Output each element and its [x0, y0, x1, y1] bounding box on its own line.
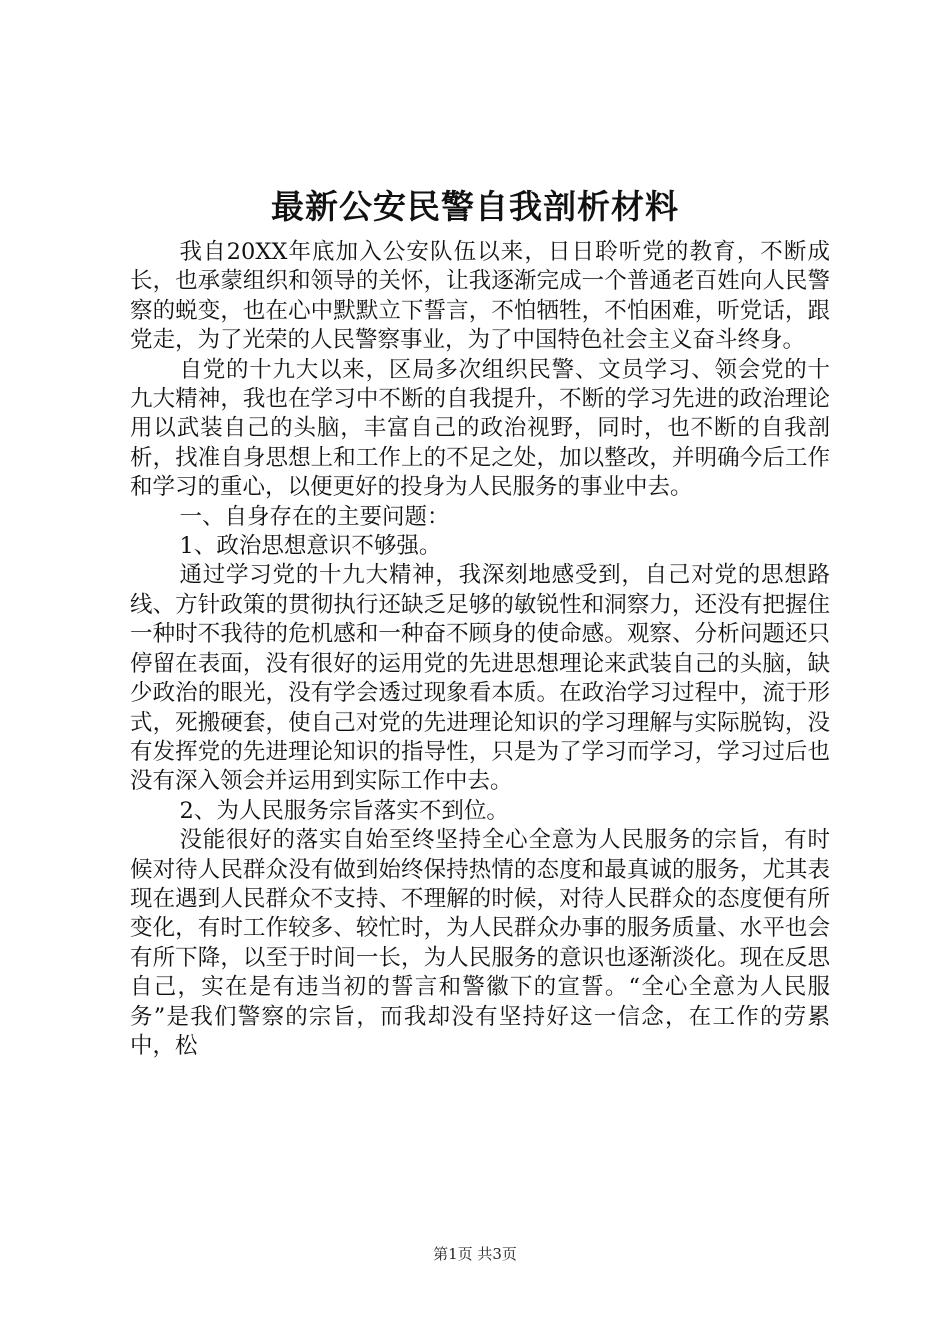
- subheading-service-purpose: 2、为人民服务宗旨落实不到位。: [179, 797, 509, 824]
- subheading-political-awareness: 1、政治思想意识不够强。: [179, 533, 442, 560]
- paragraph-political-awareness: 通过学习党的十九大精神，我深刻地感受到，自己对党的思想路线、方针政策的贯彻执行还缺乏足够的敏锐性和洞察力，还没有把握住一种时不我待的危机感和一种奋不顾身的使命感。观察、分析问题还只停留在表面，没有很好的运用党的先进思想理论来武装自己的头脑，缺少政治的眼光，没有学会透过现象看本质。在政治学习过程中，流于形式，死搬硬套，使自己对党的先进理论知识的学习理解与实际脱钩，没有发挥党的先进理论知识的指导性，只是为了学习而学习，学习过后也没有深入领会并运用到实际工作中去。: [130, 562, 830, 795]
- paragraph-service-purpose: 没能很好的落实自始至终坚持全心全意为人民服务的宗旨，有时候对待人民群众没有做到始终保持热情的态度和最真诚的服务，尤其表现在遇到人民群众不支持、不理解的时候，对待人民群众的态度便有所变化，有时工作较多、较忙时，为人民群众办事的服务质量、水平也会有所下降，以至于时间一长，为人民服务的意识也逐渐淡化。现在反思自己，实在是有违当初的誓言和警徽下的宣誓。“全心全意为人民服务”是我们警察的宗旨，而我却没有坚持好这一信念，在工作的劳累中，松: [130, 827, 830, 1059]
- document-body: [130, 238, 830, 1061]
- page-footer: 第1页 共3页: [433, 1245, 517, 1263]
- document-title: 最新公安民警自我剖析材料: [271, 187, 679, 226]
- paragraph-intro: 我自20XX年底加入公安队伍以来，日日聆听党的教育，不断成长，也承蒙组织和领导的关怀，让我逐渐完成一个普通老百姓向人民警察的蜕变，也在心中默默立下誓言，不怕牺牲，不怕困难，听党话，跟党走，为了光荣的人民警察事业，为了中国特色社会主义奋斗终身。: [130, 239, 830, 354]
- section-heading-problems: 一、自身存在的主要问题：: [179, 503, 450, 530]
- paragraph-study: 自党的十九大以来，区局多次组织民警、文员学习、领会党的十九大精神，我也在学习中不断的自我提升，不断的学习先进的政治理论用以武装自己的头脑，丰富自己的政治视野，同时，也不断的自我剖析，找准自身思想上和工作上的不足之处，加以整改，并明确今后工作和学习的重心，以便更好的投身为人民服务的事业中去。: [130, 356, 830, 501]
